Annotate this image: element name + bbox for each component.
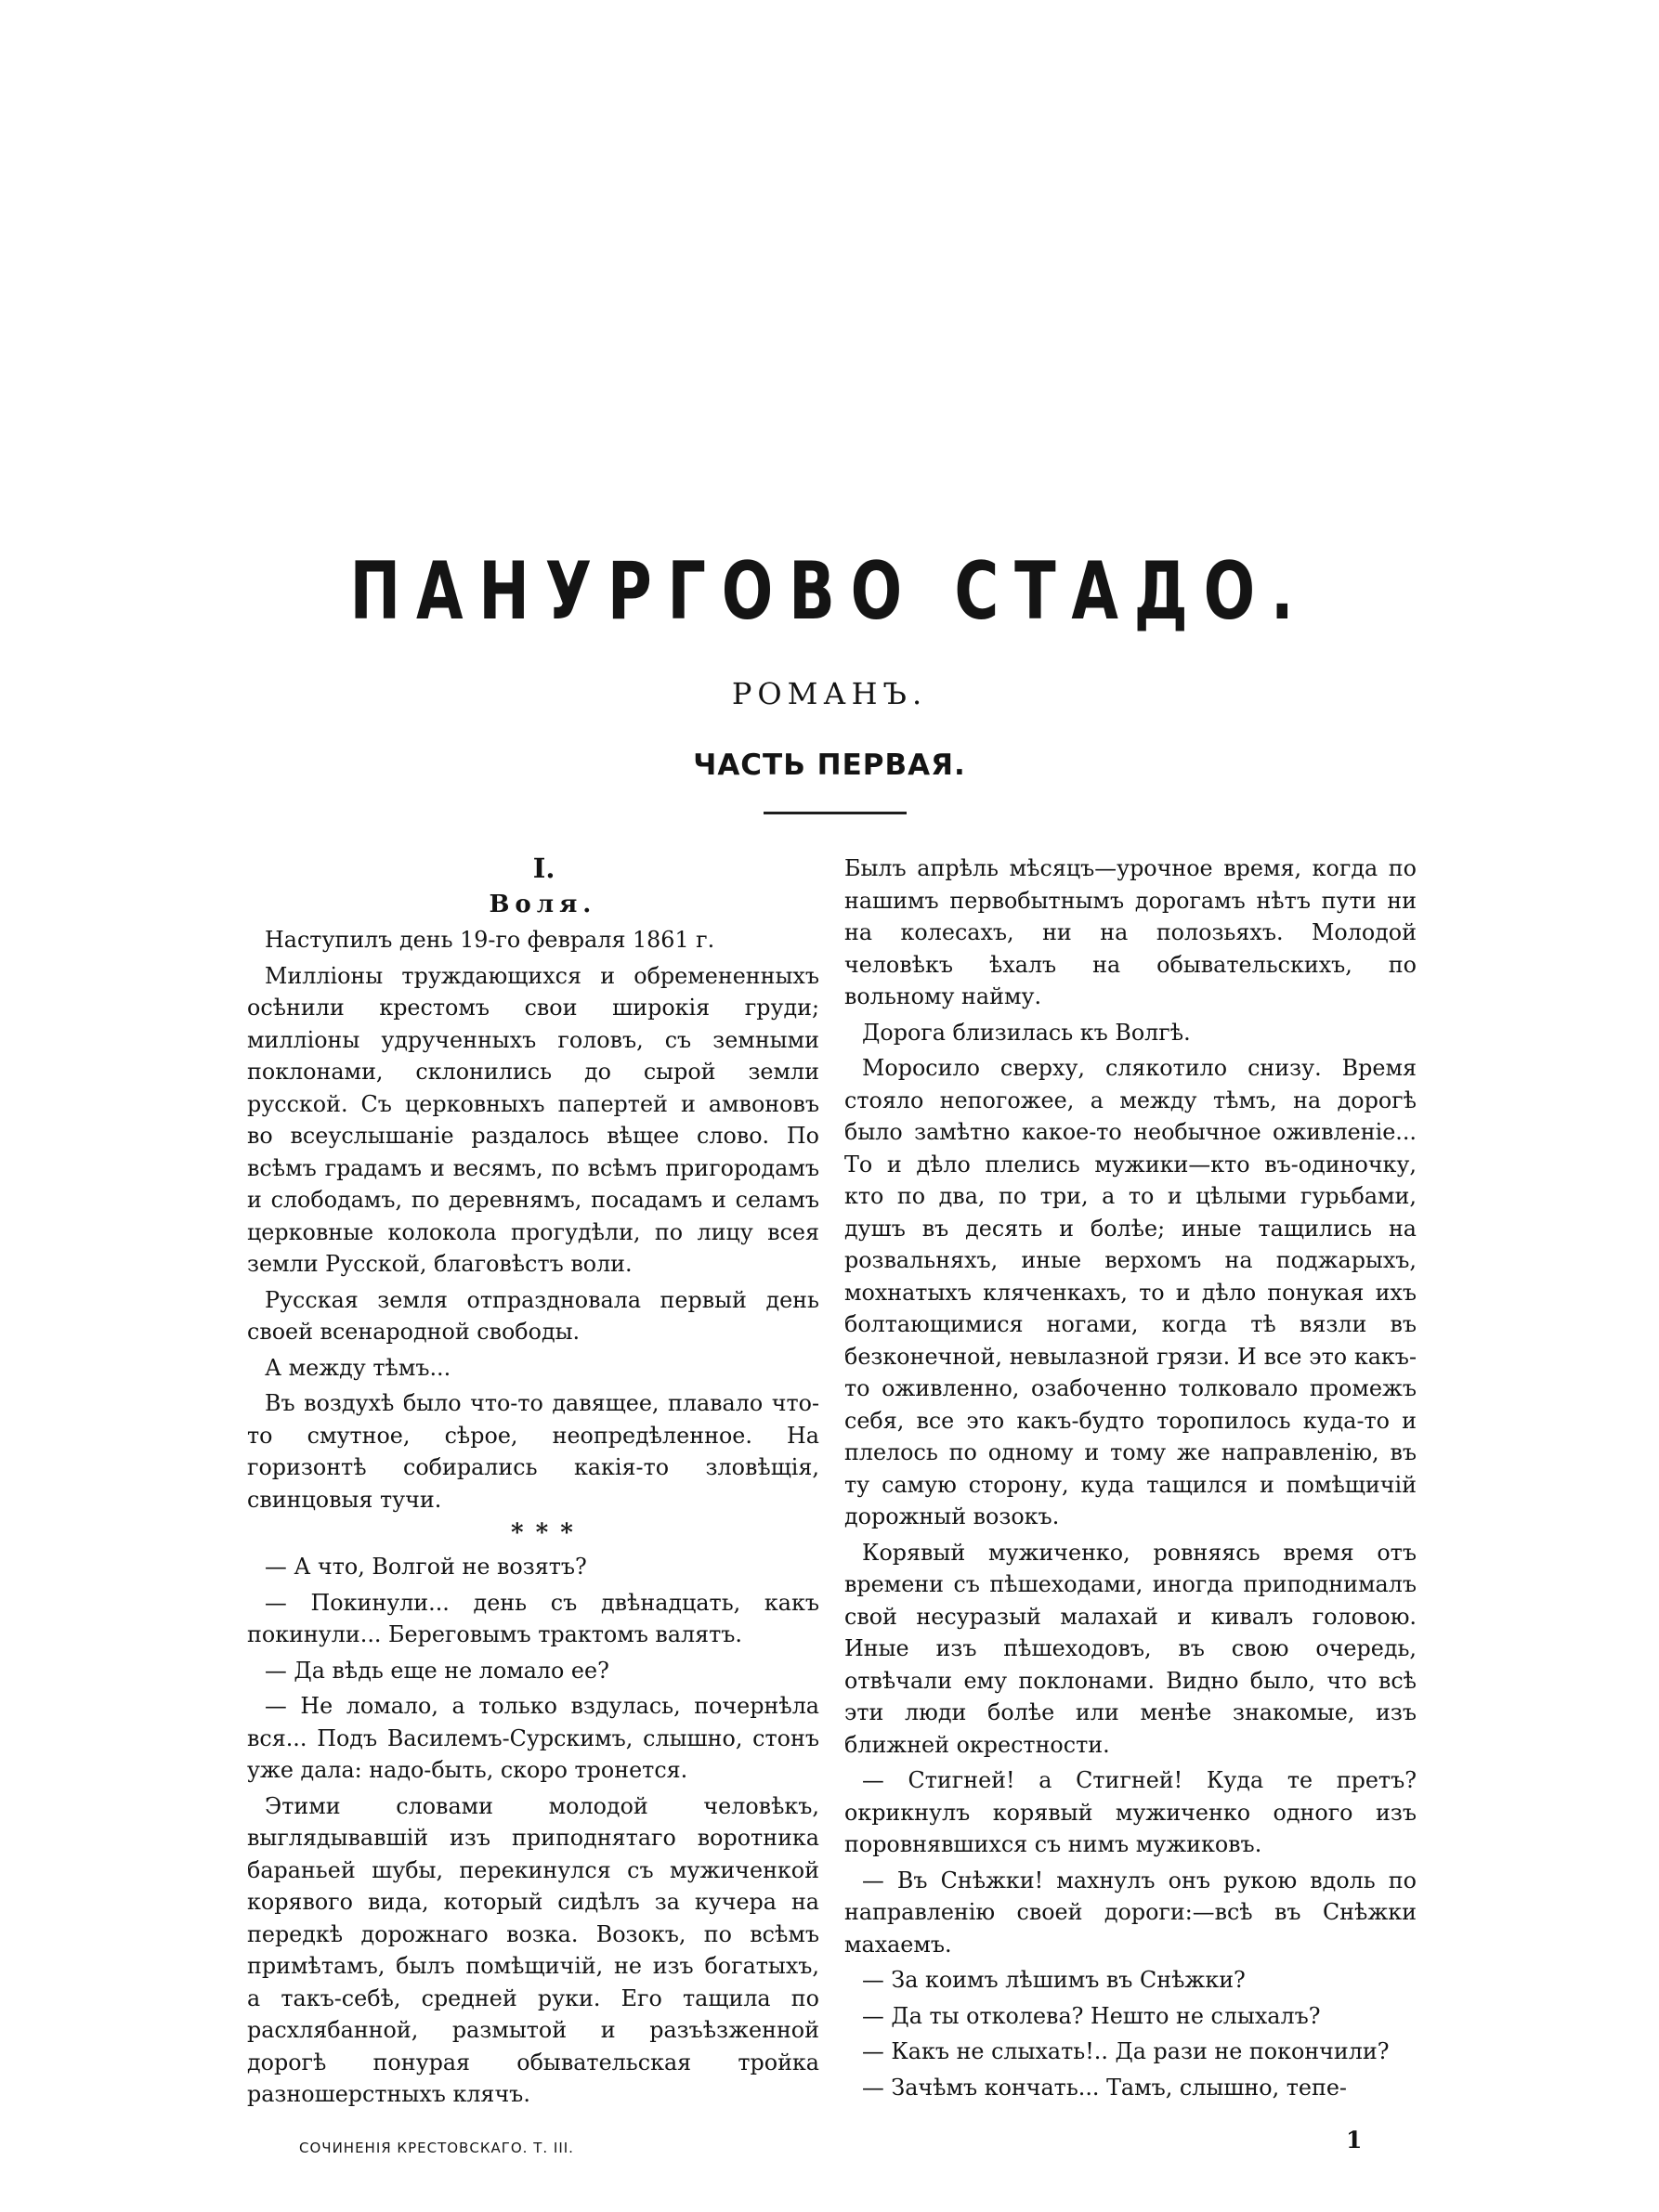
page-number: 1 [1346,2127,1363,2153]
paragraph-continued: Былъ апрѣль мѣсяцъ—урочное время, когда по нашимъ первобытнымъ дорогамъ нѣтъ пути ни на колесахъ, ни на полозьяхъ. Молодой человѣкъ ѣхалъ на обывательскихъ, по вольному найму. [844,855,1417,1009]
left-column [247,852,819,2114]
divider-rule [764,812,907,814]
part-heading: ЧАСТЬ ПЕРВАЯ. [693,748,966,782]
dialogue-line: — Да ты отколева? Нешто не слыхалъ? [862,2002,1321,2029]
paragraph: Корявый мужиченко, ровняясь время отъ времени съ пѣшеходами, иногда приподнималъ свой несуразый малахай и кивалъ головою. Иные изъ пѣшеходовъ, въ свою очередь, отвѣчали ему поклонами. Видно было, что всѣ эти люди болѣе или менѣе знакомые, изъ ближней окрестности. [844,1539,1417,1758]
dialogue-line: — Какъ не слыхать!.. Да рази не покончили? [862,2038,1390,2064]
paragraph: Моросило сверху, слякотило снизу. Время стояло непогожее, а между тѣмъ, на дорогѣ было замѣтно какое-то необычное оживленіе... То и дѣло плелись мужики—кто въ-одиночку, кто по два, по три, а то и цѣлыми гурьбами, душъ въ десять и болѣе; иные тащились на розвальняхъ, иные верхомъ на поджарыхъ, мохнатыхъ кляченкахъ, то и дѣло понукая ихъ болтающимися ногами, когда тѣ вязли въ безконечной, невылазной грязи. И все это какъ-то оживленно, озабоченно толковало промежъ себя, все это какъ-будто торопилось куда-то и плелось по одному и тому же направленію, въ ту самую сторону, куда тащился и помѣщичій дорожный возокъ. [844,1055,1417,1529]
book-title: ПАНУРГОВО СТАДО. [349,545,1310,638]
paragraph: А между тѣмъ... [265,1354,451,1381]
dialogue-line: — Стигней! а Стигней! Куда те претъ? окрикнулъ корявый мужиченко одного изъ поровнявшихся съ нимъ мужиковъ. [844,1767,1417,1857]
chapter-number: I. [532,852,555,884]
chapter-title: Воля. [489,890,597,918]
dialogue-line: — Не ломало, а только вздулась, почернѣла вся... Подъ Василемъ-Сурскимъ, слышно, стонъ уже дала: надо-быть, скоро тронется. [247,1693,819,1783]
paragraph: Наступилъ день 19-го февраля 1861 г. [265,927,715,953]
dialogue-line: — Въ Снѣжки! махнулъ онъ рукою вдоль по направленію своей дороги:—всѣ въ Снѣжки махаемъ. [844,1867,1417,1958]
dialogue-line: — Покинули... день съ двѣнадцать, какъ покинули... Береговымъ трактомъ валятъ. [247,1589,819,1647]
dialogue-line: — А что, Волгой не возятъ? [265,1554,587,1580]
paragraph: Русская земля отпраздновала первый день своей всенародной свободы. [247,1286,819,1345]
dialogue-line: — Да вѣдь еще не ломало ее? [265,1657,609,1684]
right-column [844,852,1417,2107]
paragraph: Въ воздухѣ было что-то давящее, плавало что-то смутное, сѣрое, неопредѣленное. На горизонтѣ собирались какія-то зловѣщія, свинцовыя тучи. [247,1390,819,1513]
paragraph: Этими словами молодой человѣкъ, выглядывавшій изъ приподнятаго воротника бараньей шубы, перекинулся съ мужиченкой корявого вида, который сидѣлъ за кучера на передкѣ дорожнаго возка. Возокъ, по всѣмъ примѣтамъ, былъ помѣщичій, не изъ богатыхъ, а такъ-себѣ, средней руки. Его тащила по расхлябанной, размытой и разъѣзженной дорогѣ понурая обывательская тройка разношерстныхъ клячъ. [247,1792,819,2107]
paragraph: Милліоны труждающихся и обремененныхъ осѣнили крестомъ свои широкія груди; милліоны удрученныхъ головъ, съ земными поклонами, склонились до сырой земли русской. Съ церковныхъ папертей и амвоновъ во всеуслышаніе раздалось вѣщее слово. По всѣмъ градамъ и весямъ, по всѣмъ пригородамъ и слободамъ, по деревнямъ, посадамъ и селамъ церковные колокола прогудѣли, по лицу всея земли Русской, благовѣстъ воли. [247,962,819,1277]
dialogue-line: — Зачѣмъ кончать... Тамъ, слышно, тепе- [862,2074,1347,2101]
footer-signature: СОЧИНЕНІЯ КРЕСТОВСКАГО. Т. III. [299,2140,574,2156]
genre-subtitle: РОМАНЪ. [731,676,928,711]
paragraph: Дорога близилась къ Волгѣ. [862,1019,1191,1046]
section-break-asterisks: * * * [510,1519,575,1547]
dialogue-line: — За коимъ лѣшимъ въ Снѣжки? [862,1967,1246,1993]
